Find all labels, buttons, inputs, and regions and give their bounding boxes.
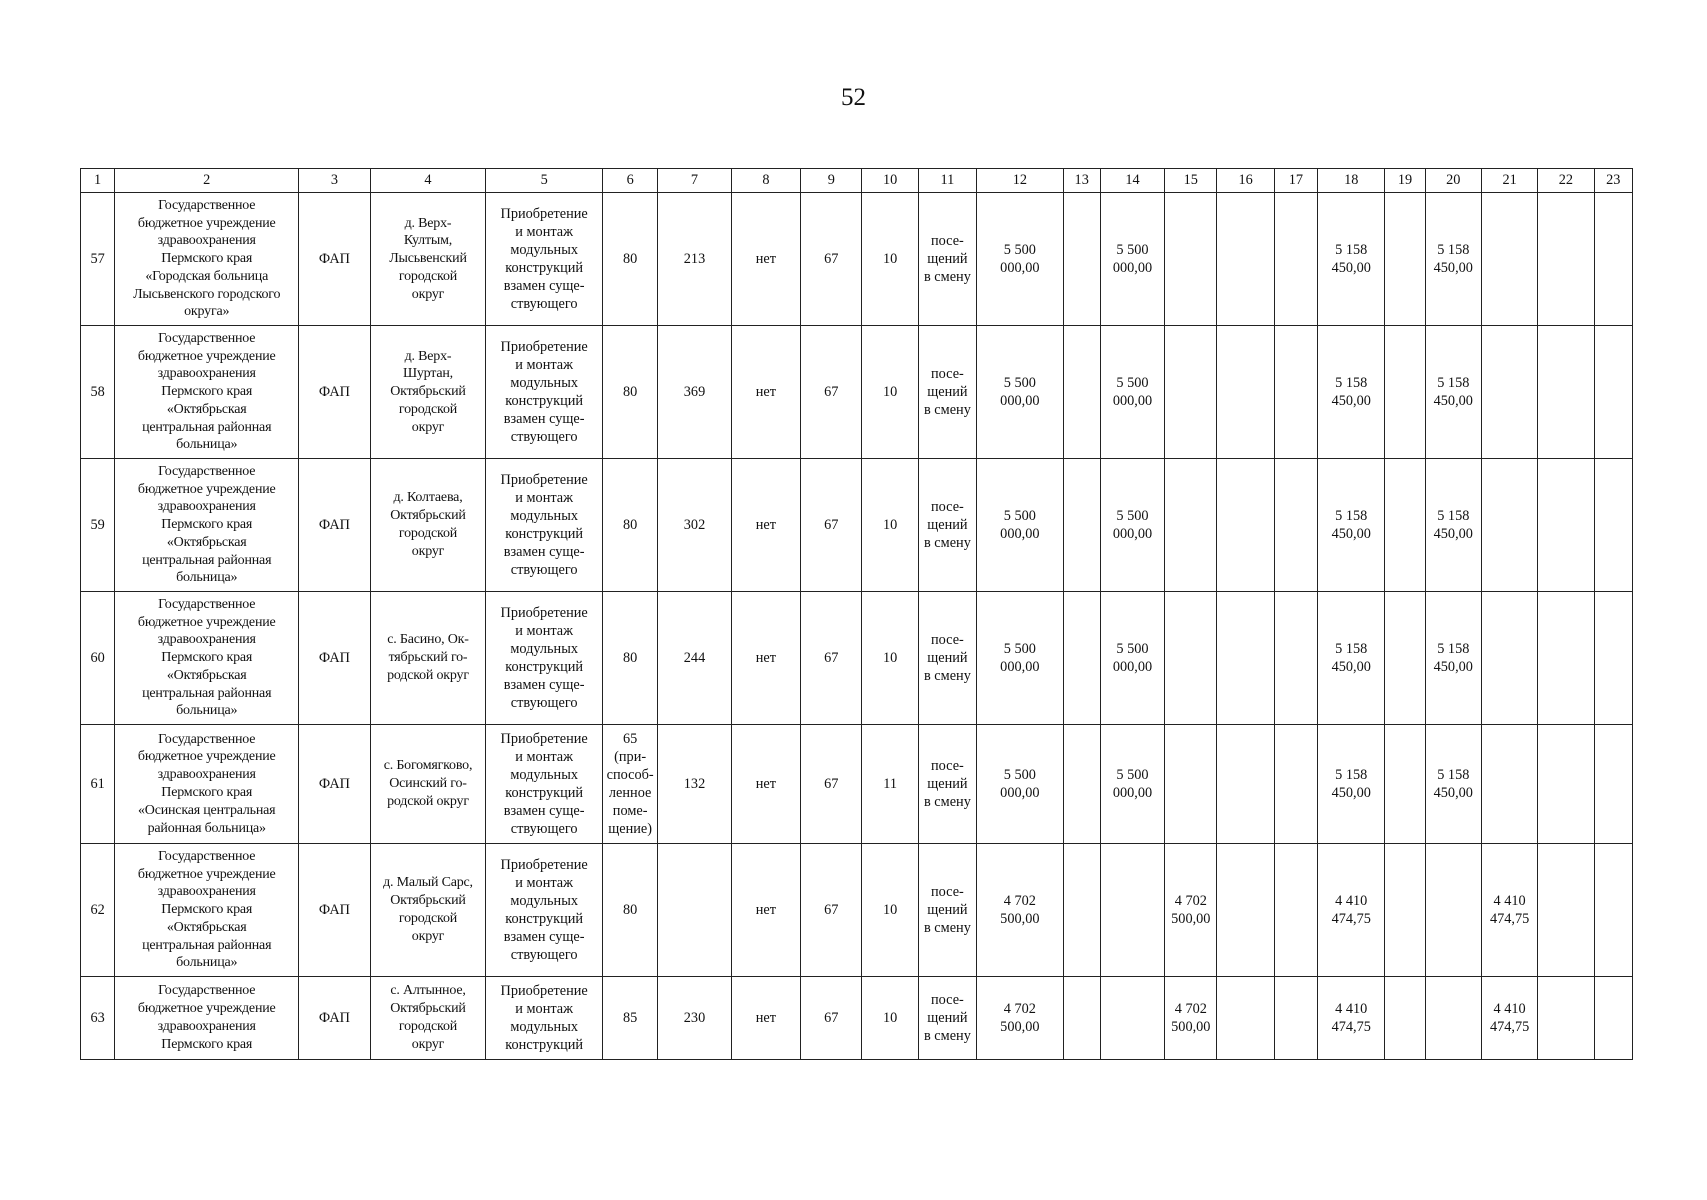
table-cell [1594, 193, 1632, 326]
header-cell: 10 [862, 169, 918, 193]
header-cell: 12 [977, 169, 1064, 193]
header-cell: 11 [918, 169, 976, 193]
table-cell [1385, 193, 1425, 326]
table-cell [1274, 592, 1317, 725]
table-cell [1165, 326, 1217, 459]
table-cell: ФАП [299, 844, 370, 977]
table-cell: 80 [602, 326, 657, 459]
table-cell: 59 [81, 459, 115, 592]
table-cell: 58 [81, 326, 115, 459]
table-cell [1538, 725, 1594, 844]
table-cell: посе- щений в смену [918, 592, 976, 725]
header-row [81, 169, 1633, 193]
table-cell: 5 158 450,00 [1318, 326, 1385, 459]
table-cell: нет [731, 977, 800, 1060]
table-cell: 10 [862, 844, 918, 977]
header-cell: 3 [299, 169, 370, 193]
table-cell [1538, 977, 1594, 1060]
table-cell: посе- щений в смену [918, 977, 976, 1060]
table-cell: 4 410 474,75 [1481, 977, 1537, 1060]
table-cell: нет [731, 725, 800, 844]
table-cell [1385, 725, 1425, 844]
table-cell: ФАП [299, 592, 370, 725]
table-cell: 5 500 000,00 [1100, 193, 1164, 326]
table-cell: 80 [602, 193, 657, 326]
table-cell: д. Малый Сарс, Октябрьский городской округ [370, 844, 486, 977]
table-cell: д. Верх- Култым, Лысьвенский городской округ [370, 193, 486, 326]
table-cell: 67 [801, 592, 862, 725]
table-cell: 244 [658, 592, 731, 725]
table-cell: 65 (при- способ- ленное поме- щение) [602, 725, 657, 844]
table-cell: 5 158 450,00 [1425, 725, 1481, 844]
table-cell: посе- щений в смену [918, 193, 976, 326]
table-row [81, 459, 1633, 592]
table-cell: Государственное бюджетное учреждение здравоохранения Пермского края «Октябрьская центральная районная больница» [115, 592, 299, 725]
table-cell [1594, 977, 1632, 1060]
header-cell: 1 [81, 169, 115, 193]
table-cell [1538, 193, 1594, 326]
table-cell [1217, 725, 1274, 844]
table-cell: 67 [801, 844, 862, 977]
data-table [80, 168, 1633, 1060]
table-cell: 67 [801, 326, 862, 459]
header-cell: 7 [658, 169, 731, 193]
table-cell: Государственное бюджетное учреждение здравоохранения Пермского края «Октябрьская центральная районная больница» [115, 844, 299, 977]
table-cell: Государственное бюджетное учреждение здравоохранения Пермского края «Октябрьская центральная районная больница» [115, 326, 299, 459]
table-cell: Приобретение и монтаж модульных конструкций взамен суще- ствующего [486, 592, 603, 725]
table-cell: 5 500 000,00 [1100, 725, 1164, 844]
table-cell: 5 158 450,00 [1318, 459, 1385, 592]
table-cell: 61 [81, 725, 115, 844]
table-cell [1063, 844, 1100, 977]
table-cell: 80 [602, 844, 657, 977]
table-cell [658, 844, 731, 977]
table-cell [1538, 844, 1594, 977]
header-cell: 4 [370, 169, 486, 193]
header-cell: 21 [1481, 169, 1537, 193]
table-cell [1481, 459, 1537, 592]
table-cell: 5 500 000,00 [977, 193, 1064, 326]
table-cell: с. Богомягково, Осинский го- родской округ [370, 725, 486, 844]
table-cell: 5 158 450,00 [1425, 592, 1481, 725]
table-cell: 5 500 000,00 [1100, 592, 1164, 725]
table-cell: Приобретение и монтаж модульных конструкций [486, 977, 603, 1060]
table-cell: Государственное бюджетное учреждение здравоохранения Пермского края «Осинская центральная районная больница» [115, 725, 299, 844]
table-cell [1425, 977, 1481, 1060]
table-cell: нет [731, 459, 800, 592]
table-cell [1217, 326, 1274, 459]
table-cell [1274, 725, 1317, 844]
table-cell: 5 158 450,00 [1318, 725, 1385, 844]
table-body [81, 169, 1633, 1060]
table-cell: 4 702 500,00 [1165, 844, 1217, 977]
table-cell [1385, 459, 1425, 592]
table-cell: 80 [602, 592, 657, 725]
table-cell [1165, 725, 1217, 844]
table-cell [1063, 326, 1100, 459]
table-row [81, 977, 1633, 1060]
table-cell: 62 [81, 844, 115, 977]
table-cell: д. Верх- Шуртан, Октябрьский городской округ [370, 326, 486, 459]
table-cell [1274, 326, 1317, 459]
table-cell: ФАП [299, 977, 370, 1060]
table-cell: посе- щений в смену [918, 326, 976, 459]
page-number: 52 [841, 84, 866, 111]
header-cell: 14 [1100, 169, 1164, 193]
header-cell: 9 [801, 169, 862, 193]
table-cell: Приобретение и монтаж модульных конструкций взамен суще- ствующего [486, 326, 603, 459]
table-cell [1481, 725, 1537, 844]
table-cell: 5 158 450,00 [1318, 592, 1385, 725]
table-cell: ФАП [299, 725, 370, 844]
table-cell: с. Алтынное, Октябрьский городской округ [370, 977, 486, 1060]
header-cell: 8 [731, 169, 800, 193]
table-cell [1385, 592, 1425, 725]
table-cell: с. Басино, Ок- тябрьский го- родской округ [370, 592, 486, 725]
header-cell: 15 [1165, 169, 1217, 193]
table-cell [1100, 977, 1164, 1060]
table-cell: 85 [602, 977, 657, 1060]
table-row [81, 725, 1633, 844]
header-cell: 20 [1425, 169, 1481, 193]
table-cell [1217, 844, 1274, 977]
table-cell [1063, 592, 1100, 725]
table-cell: ФАП [299, 193, 370, 326]
table-cell: 132 [658, 725, 731, 844]
table-cell: 230 [658, 977, 731, 1060]
table-cell [1063, 725, 1100, 844]
table-cell: ФАП [299, 326, 370, 459]
table-cell [1594, 725, 1632, 844]
table-cell: Приобретение и монтаж модульных конструкций взамен суще- ствующего [486, 844, 603, 977]
table-cell: 5 158 450,00 [1425, 326, 1481, 459]
table-cell: 10 [862, 326, 918, 459]
table-cell: 369 [658, 326, 731, 459]
header-cell: 6 [602, 169, 657, 193]
header-cell: 23 [1594, 169, 1632, 193]
table-cell: 80 [602, 459, 657, 592]
table-cell: посе- щений в смену [918, 844, 976, 977]
table-cell: 10 [862, 193, 918, 326]
header-cell: 19 [1385, 169, 1425, 193]
table-cell: Государственное бюджетное учреждение здравоохранения Пермского края «Октябрьская центральная районная больница» [115, 459, 299, 592]
table-cell [1217, 193, 1274, 326]
table-cell [1063, 977, 1100, 1060]
table-cell: Государственное бюджетное учреждение здравоохранения Пермского края [115, 977, 299, 1060]
table-row [81, 326, 1633, 459]
header-cell: 13 [1063, 169, 1100, 193]
table-cell [1274, 459, 1317, 592]
table-row [81, 592, 1633, 725]
table-cell [1594, 326, 1632, 459]
table-cell [1274, 193, 1317, 326]
header-cell: 22 [1538, 169, 1594, 193]
table-cell: 213 [658, 193, 731, 326]
table-cell [1165, 459, 1217, 592]
table-cell: 4 410 474,75 [1318, 977, 1385, 1060]
table-cell: 5 500 000,00 [977, 725, 1064, 844]
table-cell [1217, 977, 1274, 1060]
table-cell [1385, 977, 1425, 1060]
table-row [81, 844, 1633, 977]
header-cell: 17 [1274, 169, 1317, 193]
table-cell [1165, 193, 1217, 326]
table-cell [1063, 193, 1100, 326]
table-cell: 10 [862, 592, 918, 725]
table-cell: 4 702 500,00 [1165, 977, 1217, 1060]
table-cell: 4 410 474,75 [1318, 844, 1385, 977]
table-cell [1100, 844, 1164, 977]
table-cell: 5 500 000,00 [977, 592, 1064, 725]
table-cell [1538, 592, 1594, 725]
table-cell [1538, 459, 1594, 592]
table-cell: 5 500 000,00 [1100, 326, 1164, 459]
table-cell [1481, 592, 1537, 725]
table-cell: 67 [801, 459, 862, 592]
table-cell [1425, 844, 1481, 977]
table-cell: 11 [862, 725, 918, 844]
table-cell [1385, 844, 1425, 977]
table-cell [1481, 326, 1537, 459]
table-cell [1385, 326, 1425, 459]
table-cell [1165, 592, 1217, 725]
table-cell [1217, 459, 1274, 592]
header-cell: 18 [1318, 169, 1385, 193]
table-cell: 5 500 000,00 [1100, 459, 1164, 592]
table-cell: ФАП [299, 459, 370, 592]
table-cell: 5 500 000,00 [977, 326, 1064, 459]
table-cell: нет [731, 326, 800, 459]
table-row [81, 193, 1633, 326]
table-cell: посе- щений в смену [918, 725, 976, 844]
table-cell: 4 410 474,75 [1481, 844, 1537, 977]
table-cell: нет [731, 193, 800, 326]
table-cell: 10 [862, 459, 918, 592]
table-cell: 4 702 500,00 [977, 977, 1064, 1060]
table-cell [1274, 977, 1317, 1060]
table-cell: 5 158 450,00 [1318, 193, 1385, 326]
table-cell: 4 702 500,00 [977, 844, 1064, 977]
table-cell [1594, 844, 1632, 977]
table-cell: посе- щений в смену [918, 459, 976, 592]
table-cell: 67 [801, 193, 862, 326]
table-cell [1274, 844, 1317, 977]
header-cell: 16 [1217, 169, 1274, 193]
header-cell: 2 [115, 169, 299, 193]
table-cell [1063, 459, 1100, 592]
table-cell: Приобретение и монтаж модульных конструкций взамен суще- ствующего [486, 459, 603, 592]
table-cell: 5 158 450,00 [1425, 193, 1481, 326]
table-cell: 67 [801, 977, 862, 1060]
table-cell: 10 [862, 977, 918, 1060]
table-cell: Приобретение и монтаж модульных конструкций взамен суще- ствующего [486, 193, 603, 326]
table-cell [1481, 193, 1537, 326]
table-cell: 67 [801, 725, 862, 844]
table-cell [1217, 592, 1274, 725]
table-cell: д. Колтаева, Октябрьский городской округ [370, 459, 486, 592]
table-cell [1594, 592, 1632, 725]
table-cell [1594, 459, 1632, 592]
table-cell: 5 158 450,00 [1425, 459, 1481, 592]
table-cell: 57 [81, 193, 115, 326]
table-cell: нет [731, 844, 800, 977]
header-cell: 5 [486, 169, 603, 193]
table-cell: нет [731, 592, 800, 725]
table-cell: 63 [81, 977, 115, 1060]
table-cell: Государственное бюджетное учреждение здравоохранения Пермского края «Городская больница Лысьвенского городского округа» [115, 193, 299, 326]
table-cell: Приобретение и монтаж модульных конструкций взамен суще- ствующего [486, 725, 603, 844]
table-cell: 302 [658, 459, 731, 592]
table-cell: 5 500 000,00 [977, 459, 1064, 592]
table-cell [1538, 326, 1594, 459]
table-cell: 60 [81, 592, 115, 725]
